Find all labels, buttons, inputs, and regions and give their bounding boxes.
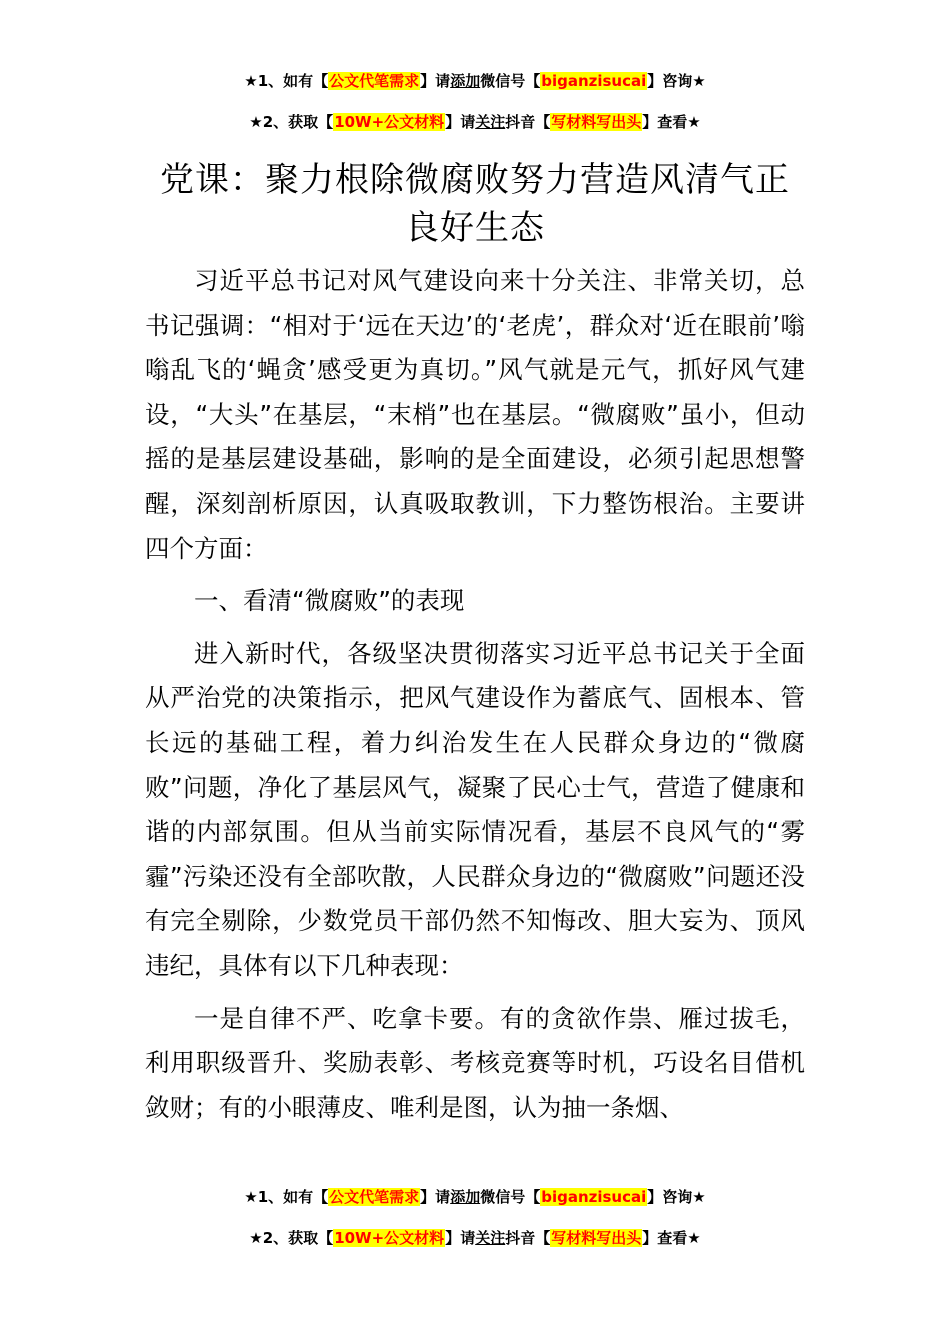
promo-text: ★2、获取【 <box>249 1229 334 1247</box>
document-body <box>145 259 805 1130</box>
promo-highlight-douyin-id: 写材料写出头 <box>551 113 642 131</box>
promo-highlight-materials: 10W+公文材料 <box>334 1229 445 1247</box>
promo-underlined-word: 添加 <box>450 72 481 90</box>
promo-text: 微信号【 <box>480 1188 541 1206</box>
body-paragraph-intro: 习近平总书记对风气建设向来十分关注、非常关切，总书记强调：“相对于‘远在天边’的‘老虎’，群众对‘近在眼前’嗡嗡乱飞的‘蝇贪’感受更为真切。”风气就是元气，抓好风气建设，“大头”在基层，“末梢”也在基层。“微腐败”虽小，但动摇的是基层建设基础，影响的是全面建设，必须引起思想警醒，深刻剖析原因，认真吸取教训，下力整饬根治。主要讲四个方面： <box>145 266 805 563</box>
promo-text: 抖音【 <box>505 1229 551 1247</box>
promo-highlight-wechat-id: biganzisucai <box>541 72 647 90</box>
section-heading-1: 一、看清“微腐败”的表现 <box>194 586 465 616</box>
promo-highlight-service: 公文代笔需求 <box>329 1188 420 1206</box>
promo-highlight-materials: 10W+公文材料 <box>334 113 445 131</box>
promo-text: 】咨询★ <box>647 1188 706 1206</box>
promo-highlight-service: 公文代笔需求 <box>329 72 420 90</box>
promo-text: ★1、如有【 <box>244 72 329 90</box>
body-paragraph-3: 一是自律不严、吃拿卡要。有的贪欲作祟、雁过拔毛，利用职级晋升、奖励表彰、考核竞赛等时机，巧设名目借机敛财；有的小眼薄皮、唯利是图，认为抽一条烟、 <box>145 1003 805 1122</box>
promo-text: 】咨询★ <box>647 72 706 90</box>
promo-highlight-wechat-id: biganzisucai <box>541 1188 647 1206</box>
promo-text: ★2、获取【 <box>249 113 334 131</box>
header-promo-line-2 <box>0 111 950 133</box>
promo-text: 抖音【 <box>505 113 551 131</box>
promo-text: 】请 <box>445 1229 476 1247</box>
promo-text: 】请 <box>420 1188 451 1206</box>
promo-highlight-douyin-id: 写材料写出头 <box>551 1229 642 1247</box>
body-paragraph-2: 进入新时代，各级坚决贯彻落实习近平总书记关于全面从严治党的决策指示，把风气建设作为蓄底气、固根本、管长远的基础工程，着力纠治发生在人民群众身边的“微腐败”问题，净化了基层风气，凝聚了民心士气，营造了健康和谐的内部氛围。但从当前实际情况看，基层不良风气的“雾霾”污染还没有全部吹散，人民群众身边的“微腐败”问题还没有完全剔除，少数党员干部仍然不知悔改、胆大妄为、顶风违纪，具体有以下几种表现： <box>145 638 805 980</box>
promo-text: 微信号【 <box>480 72 541 90</box>
promo-underlined-word: 添加 <box>450 1188 481 1206</box>
footer-promo-line-1 <box>0 1186 950 1208</box>
document-title: 党课：聚力根除微腐败努力营造风清气正良好生态 <box>160 160 790 248</box>
promo-underlined-word: 关注 <box>475 113 506 131</box>
promo-text: 】请 <box>420 72 451 90</box>
promo-text: 】请 <box>445 113 476 131</box>
promo-text: ★1、如有【 <box>244 1188 329 1206</box>
header-promo-line-1 <box>0 70 950 92</box>
promo-underlined-word: 关注 <box>475 1229 506 1247</box>
footer-promo-line-2 <box>0 1227 950 1249</box>
promo-text: 】查看★ <box>642 113 701 131</box>
promo-text: 】查看★ <box>642 1229 701 1247</box>
